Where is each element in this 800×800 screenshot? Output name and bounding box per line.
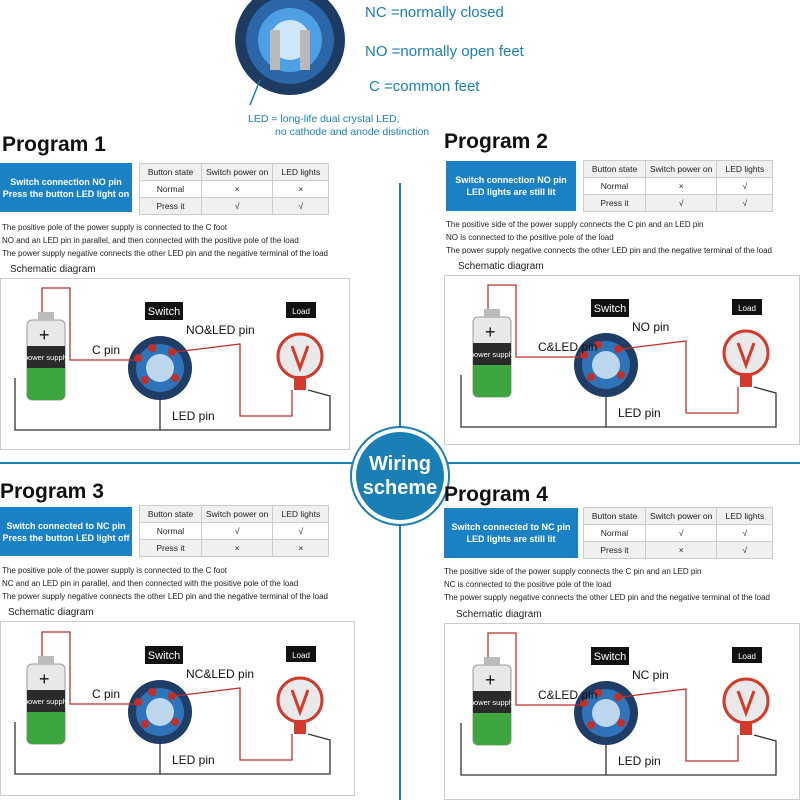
table-header-cell: Button state [140, 506, 202, 523]
legend-no: NO =normally open feet [365, 43, 524, 60]
table-header-cell: Button state [584, 161, 646, 178]
table-cell: Normal [140, 523, 202, 540]
description-line: NC and an LED pin in parallel, and then connected with the positive pole of the load [2, 579, 299, 588]
mode-box-line: Press the button LED light on [2, 188, 130, 199]
switch-icon [128, 336, 192, 400]
pin-dot [617, 719, 625, 727]
description-line: The power supply negative connects the other LED pin and the negative terminal of the load [446, 246, 772, 255]
table-header-cell: LED lights [273, 164, 329, 181]
battery-plus-icon: + [485, 670, 496, 690]
battery-icon [470, 309, 514, 397]
program-title: Program 1 [2, 133, 106, 156]
table-row [140, 198, 329, 215]
table-row [140, 540, 329, 557]
table-header-cell: LED lights [717, 508, 773, 525]
mode-box-line: Switch connected to NC pin [6, 520, 126, 531]
table-cell: √ [717, 525, 773, 542]
switch-label: Switch [147, 306, 181, 318]
legend-led-line2: no cathode and anode distinction [275, 126, 430, 138]
left-pin-label: C&LED pin [538, 688, 598, 702]
pin-dot [168, 348, 176, 356]
pin-dot [614, 345, 622, 353]
pin-dot [134, 698, 142, 706]
table-cell: Normal [584, 525, 646, 542]
mode-box-line: Switch connected to NC pin [451, 522, 571, 532]
light-bulb-icon [724, 679, 768, 735]
right-pin-label: NO&LED pin [186, 323, 255, 337]
battery-plus-icon: + [39, 325, 50, 345]
switch-label: Switch [147, 650, 181, 662]
wiring-schematic [446, 613, 796, 778]
table-cell: Press it [584, 195, 646, 212]
load-label: Load [738, 304, 756, 313]
pin-dot [168, 692, 176, 700]
table-header-row [584, 161, 773, 178]
description-line: The positive side of the power supply connects the C pin and an LED pin [446, 220, 704, 229]
table-cell: √ [717, 542, 773, 559]
schematic-title: Schematic diagram [8, 607, 94, 618]
pin-dot [587, 373, 595, 381]
program-mode-box [0, 163, 132, 212]
pin-dot [171, 718, 179, 726]
button-state-table [583, 160, 773, 212]
table-cell: × [646, 178, 717, 195]
table-row [584, 178, 773, 195]
table-cell: √ [202, 523, 273, 540]
legend-nc: NC =normally closed [365, 4, 504, 21]
description-line: The power supply negative connects the other LED pin and the negative terminal of the load [2, 592, 328, 601]
table-cell: × [273, 181, 329, 198]
left-pin-label: C pin [92, 687, 121, 701]
description-line: NO is connected to the positive pole of the load [446, 233, 614, 242]
table-cell: Press it [140, 540, 202, 557]
program-mode-box [0, 507, 132, 556]
bottom-pin-label: LED pin [172, 409, 215, 423]
battery-label: power supply [23, 697, 69, 706]
table-cell: √ [717, 178, 773, 195]
legend-led-line1: LED = long-life dual crystal LED, [248, 113, 400, 125]
mode-box-line: Press the button LED light off [2, 532, 130, 543]
table-header-cell: LED lights [273, 506, 329, 523]
mode-box-line: Switch connection NO pin [455, 175, 567, 185]
pin-dot [148, 344, 156, 352]
table-row [584, 542, 773, 559]
schematic-title: Schematic diagram [10, 264, 96, 275]
table-cell: × [202, 540, 273, 557]
table-cell: √ [273, 198, 329, 215]
program-description [2, 564, 328, 603]
badge-line2: scheme [362, 477, 438, 499]
table-row [584, 195, 773, 212]
table-cell: √ [202, 198, 273, 215]
schematic-title: Schematic diagram [458, 261, 544, 272]
switch-icon [128, 680, 192, 744]
light-bulb-icon [278, 334, 322, 390]
mode-box-line: LED lights are still lit [466, 534, 556, 544]
description-line: The positive pole of the power supply is connected to the C foot [2, 566, 228, 575]
description-line: The power supply negative connects the other LED pin and the negative terminal of the load [444, 593, 770, 602]
table-header-row [140, 506, 329, 523]
table-header-cell: Switch power on [646, 161, 717, 178]
load-label: Load [292, 651, 310, 660]
pin-dot [148, 688, 156, 696]
pin-dot [134, 354, 142, 362]
table-cell: Press it [140, 198, 202, 215]
badge-line1: Wiring [368, 453, 432, 475]
table-cell: × [202, 181, 273, 198]
battery-icon [24, 656, 68, 744]
right-pin-label: NC&LED pin [186, 667, 255, 681]
left-pin-label: C&LED pin [538, 340, 598, 354]
table-cell: √ [717, 195, 773, 212]
wiring-schematic [0, 268, 350, 433]
table-cell: √ [646, 195, 717, 212]
description-line: NO and an LED pin in parallel, and then connected with the positive pole of the load [2, 236, 299, 245]
description-line: NC is connected to the positive pole of the load [444, 580, 612, 589]
program-title: Program 2 [444, 130, 548, 153]
right-pin-label: NC pin [632, 668, 669, 682]
load-label: Load [738, 652, 756, 661]
table-header-cell: Switch power on [202, 506, 273, 523]
bottom-pin-label: LED pin [172, 753, 215, 767]
description-line: The positive pole of the power supply is connected to the C foot [2, 223, 228, 232]
table-header-cell: Button state [140, 164, 202, 181]
left-pin-label: C pin [92, 343, 121, 357]
table-header-cell: Button state [584, 508, 646, 525]
button-state-table [583, 507, 773, 559]
battery-icon [24, 312, 68, 400]
table-cell: Normal [140, 181, 202, 198]
battery-plus-icon: + [485, 322, 496, 342]
table-cell: √ [646, 525, 717, 542]
battery-label: power supply [469, 698, 515, 707]
table-header-cell: Switch power on [646, 508, 717, 525]
description-line: The positive side of the power supply connects the C pin and an LED pin [444, 567, 702, 576]
mode-box-line: LED lights are still lit [466, 187, 556, 197]
table-row [584, 525, 773, 542]
load-label: Load [292, 307, 310, 316]
light-bulb-icon [278, 678, 322, 734]
pin-dot [141, 720, 149, 728]
right-pin-label: NO pin [632, 320, 670, 334]
table-header-cell: Switch power on [202, 164, 273, 181]
table-cell: × [646, 542, 717, 559]
program-mode-box [446, 161, 576, 211]
pin-dot [141, 376, 149, 384]
battery-label: power supply [469, 350, 515, 359]
program-description [2, 221, 328, 260]
program-title: Program 4 [444, 483, 548, 506]
battery-label: power supply [23, 353, 69, 362]
button-state-table [139, 163, 329, 215]
switch-label: Switch [593, 651, 627, 663]
legend-c: C =common feet [369, 78, 480, 95]
program-description [446, 218, 772, 257]
pin-dot [614, 693, 622, 701]
push-button-switch-photo [230, 0, 350, 110]
table-header-row [140, 164, 329, 181]
table-row [140, 523, 329, 540]
wiring-scheme-badge [352, 428, 448, 524]
table-header-row [584, 508, 773, 525]
table-cell: √ [273, 523, 329, 540]
button-state-table [139, 505, 329, 557]
schematic-title: Schematic diagram [456, 609, 542, 620]
table-row [140, 181, 329, 198]
table-cell: Press it [584, 542, 646, 559]
pin-dot [617, 371, 625, 379]
table-cell: Normal [584, 178, 646, 195]
switch-label: Switch [593, 303, 627, 315]
wiring-schematic [446, 265, 796, 430]
bottom-pin-label: LED pin [618, 754, 661, 768]
program-mode-box [444, 508, 578, 558]
battery-icon [470, 657, 514, 745]
table-cell: × [273, 540, 329, 557]
battery-plus-icon: + [39, 669, 50, 689]
program-description [444, 565, 770, 604]
mode-box-line: Switch connection NO pin [10, 176, 122, 187]
description-line: The power supply negative connects the other LED pin and the negative terminal of the load [2, 249, 328, 258]
table-header-cell: LED lights [717, 161, 773, 178]
wiring-schematic [0, 612, 350, 777]
bottom-pin-label: LED pin [618, 406, 661, 420]
light-bulb-icon [724, 331, 768, 387]
program-title: Program 3 [0, 480, 104, 503]
pin-dot [587, 721, 595, 729]
pin-dot [171, 374, 179, 382]
